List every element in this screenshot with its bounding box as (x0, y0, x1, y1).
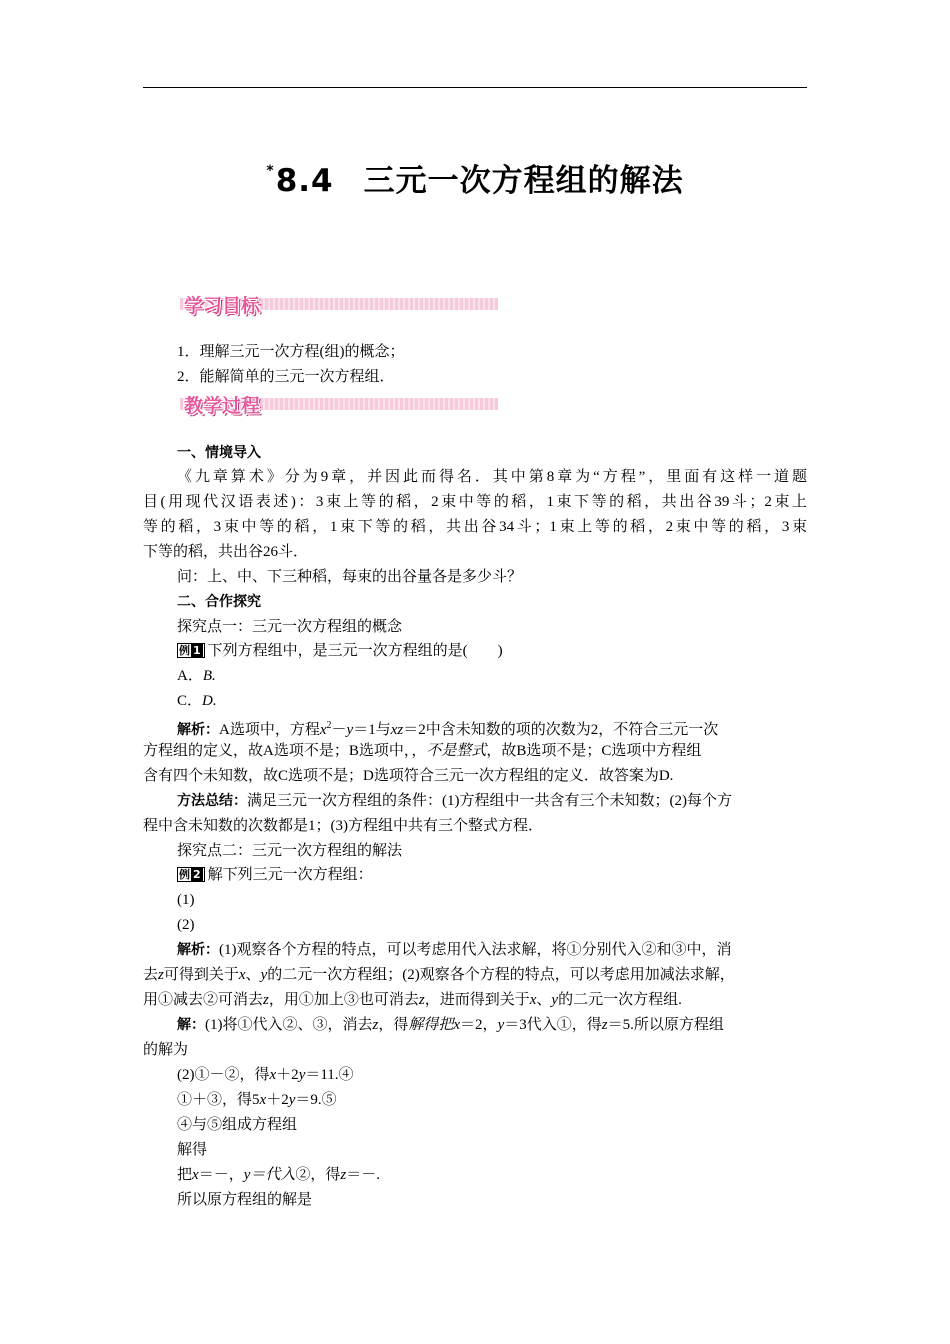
analysis-label: 解析： (177, 942, 219, 958)
var-x: x (319, 722, 327, 738)
options-cd (177, 690, 841, 712)
text: 把 (177, 1167, 193, 1183)
italic-text: 解得把 (408, 1017, 454, 1033)
summary-line-2: 程中含未知数的次数都是1；(3)方程组中共有三个整式方程． (143, 818, 543, 834)
summary-label: 方法总结： (177, 793, 247, 809)
var-z: z (418, 992, 425, 1008)
example-tag-number: 1 (193, 644, 201, 657)
objectives-banner (180, 292, 500, 316)
title-number: 8.4 (275, 163, 334, 199)
section1-heading: 一、情境导入 (177, 445, 261, 461)
text: ②，得 (295, 1167, 341, 1183)
analysis-label: 解析： (177, 722, 219, 738)
example-1-text: 下列方程组中，是三元一次方程组的是( ) (207, 643, 503, 659)
italic-text: ＝代入 (250, 1167, 296, 1183)
text: ＝9.⑤ (295, 1092, 337, 1108)
options-ab (177, 665, 841, 687)
var-z: z (340, 1167, 347, 1183)
solution-line-3 (177, 1064, 841, 1086)
analysis-2-line-3 (143, 989, 807, 1011)
text: (1)观察各个方程的特点，可以考虑用代入法求解，将①分别代入②和③中，消 (219, 942, 732, 958)
var-z: z (158, 967, 164, 983)
text: ＝2， (460, 1017, 498, 1033)
solution-line-6: 解得 (177, 1142, 208, 1158)
section2-heading: 二、合作探究 (177, 594, 261, 610)
problem-1: (1) (177, 892, 195, 908)
text: ＝1与 (353, 722, 391, 738)
var-z: z (263, 992, 269, 1008)
story-line-2: 目(用现代汉语表述)：3束上等的稻，2束中等的稻，1束下等的稻，共出谷39斗；2束上 (143, 494, 807, 510)
example-tag-text: 例 (179, 644, 190, 657)
text: (1)将①代入②、③，消去 (205, 1017, 373, 1033)
var-y: y (346, 722, 354, 738)
story-question: 问：上、中、下三种稻，每束的出谷量各是多少斗？ (177, 569, 523, 585)
solution-line-2: 的解为 (143, 1042, 189, 1058)
text: ，故B选项不是；C选项中方程组 (486, 743, 702, 759)
process-banner-label: 教学过程 (184, 395, 261, 417)
text: 、 (536, 992, 552, 1008)
text: ＋2 (276, 1067, 299, 1083)
var-y: y (497, 1017, 505, 1033)
italic-text: 不是整式 (426, 743, 487, 759)
analysis-1-line-2 (143, 740, 807, 762)
story-line-3: 等的稻，3束中等的稻，1束下等的稻，共出谷34斗；1束上等的稻，2束中等的稻，3束 (143, 519, 807, 535)
option-b: B. (202, 668, 216, 684)
text: ①＋③，得5 (177, 1092, 260, 1108)
solution-line-1 (177, 1014, 841, 1036)
var-x: x (529, 992, 537, 1008)
text: 去 (143, 967, 159, 983)
example-tag-text: 例 (179, 868, 190, 881)
text: 满足三元一次方程组的条件：(1)方程组中一共含有三个未知数；(2)每个方 (247, 793, 732, 809)
text: 的二元一次方程组；(2)观察各个方程的特点，可以考虑用加减法求解， (267, 967, 735, 983)
example-2 (177, 864, 841, 886)
text: (2)①－②，得 (177, 1067, 270, 1083)
analysis-1-line-1 (177, 715, 807, 741)
story-line-4: 下等的稻，共出谷26斗． (143, 544, 309, 560)
var-z: z (372, 1017, 379, 1033)
title-star: * (266, 163, 275, 179)
text: 方程组的定义，故A选项不是；B选项中，， (143, 743, 427, 759)
explore-point-1: 探究点一：三元一次方程组的概念 (177, 619, 403, 635)
example-2-text: 解下列三元一次方程组： (207, 867, 373, 883)
solution-label: 解： (177, 1017, 205, 1033)
text: A选项中，方程 (219, 722, 320, 738)
example-1-tag (177, 643, 205, 658)
var-x: x (192, 1167, 199, 1183)
example-1 (177, 640, 841, 662)
objective-1: 1．理解三元一次方程(组)的概念； (177, 344, 405, 360)
text: ＝11.④ (305, 1067, 354, 1083)
option-c: C． (177, 693, 203, 709)
problem-2: (2) (177, 917, 195, 933)
solution-line-4 (177, 1089, 841, 1111)
text: － (331, 722, 347, 738)
exponent: 2 (326, 720, 332, 731)
text: ＝3代入①，得 (504, 1017, 602, 1033)
analysis-2-line-1 (177, 939, 807, 961)
text: ，用①加上③也可消去 (268, 992, 419, 1008)
example-tag-number: 2 (193, 868, 201, 881)
text: 的二元一次方程组. (558, 992, 682, 1008)
solution-line-7 (177, 1164, 841, 1186)
var-y: y (260, 967, 268, 983)
text: ＝5.所以原方程组 (607, 1017, 724, 1033)
option-a: A． (177, 668, 203, 684)
text: 、 (245, 967, 261, 983)
var-x: x (238, 967, 246, 983)
var-y: y (288, 1092, 296, 1108)
objective-2: 2．能解简单的三元一次方程组． (177, 369, 395, 385)
var-z: z (601, 1017, 608, 1033)
text: ，进而得到关于 (424, 992, 530, 1008)
analysis-2-line-2 (143, 964, 807, 986)
text: ，得 (378, 1017, 409, 1033)
page-title (0, 155, 950, 200)
example-2-tag (177, 867, 205, 882)
option-d: D. (202, 693, 217, 709)
objectives-banner-label: 学习目标 (184, 295, 261, 317)
summary-line-1 (177, 790, 841, 812)
solution-line-8: 所以原方程组的解是 (177, 1192, 313, 1208)
var-x: x (453, 1017, 461, 1033)
text: ＝－， (198, 1167, 244, 1183)
text: ＝－. (346, 1167, 381, 1183)
var-y: y (243, 1167, 251, 1183)
text: ＋2 (266, 1092, 289, 1108)
process-banner (180, 392, 500, 416)
text: 可得到关于 (163, 967, 239, 983)
var-x: x (259, 1092, 267, 1108)
story-line-1: 《九章算术》分为9章，并因此而得名．其中第8章为“方程”，里面有这样一道题 (177, 469, 807, 485)
header-rule (143, 87, 807, 88)
title-text: 三元一次方程组的解法 (363, 163, 684, 199)
text: 用①减去②可消去 (143, 992, 264, 1008)
var-xz: xz (390, 722, 404, 738)
var-y: y (551, 992, 559, 1008)
analysis-1-line-3: 含有四个未知数，故C选项不是；D选项符合三元一次方程组的定义．故答案为D. (143, 768, 674, 784)
var-x: x (269, 1067, 277, 1083)
var-y: y (298, 1067, 306, 1083)
explore-point-2: 探究点二：三元一次方程组的解法 (177, 843, 403, 859)
solution-line-5: ④与⑤组成方程组 (177, 1117, 298, 1133)
text: ＝2中含未知数的项的次数为2，不符合三元一次 (403, 722, 719, 738)
